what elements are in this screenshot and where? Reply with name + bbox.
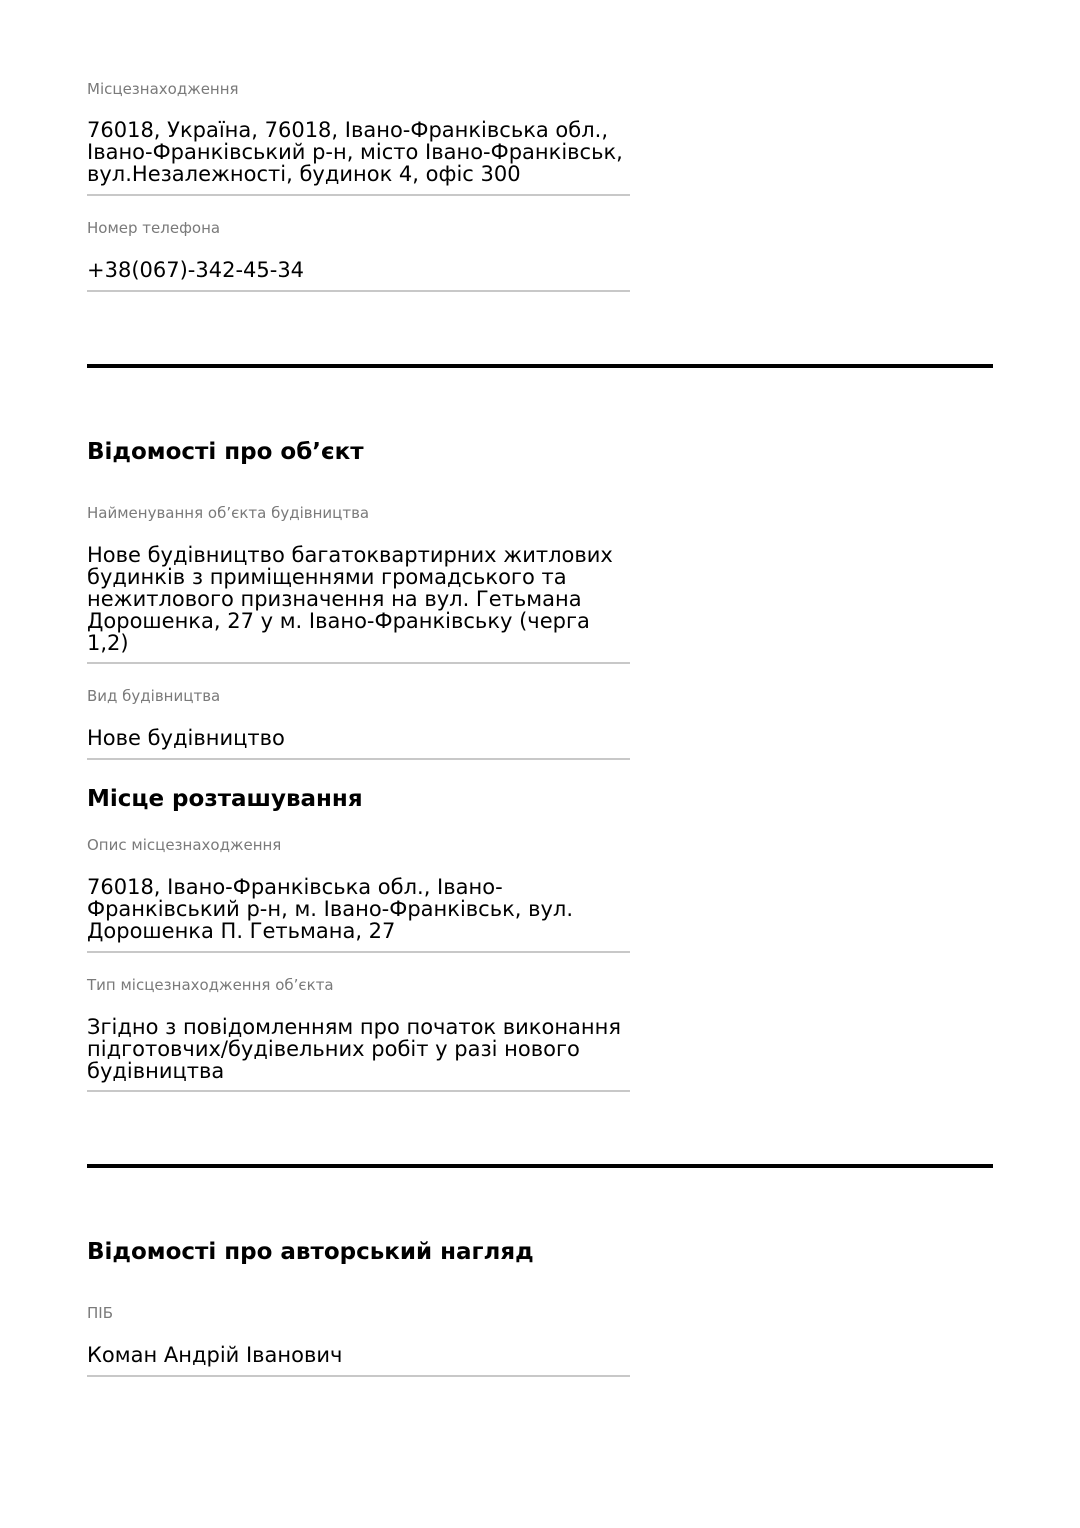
placement-heading: Місце розташування [87, 786, 363, 812]
location-divider [87, 194, 630, 196]
construction-type-value: Нове будівництво [87, 726, 285, 750]
supervisor-name-divider [87, 1375, 630, 1377]
placement-type-label: Тип місцезнаходження об’єкта [87, 976, 334, 994]
phone-divider [87, 290, 630, 292]
phone-label: Номер телефона [87, 219, 221, 237]
construction-type-label: Вид будівництва [87, 687, 221, 705]
placement-description-label: Опис місцезнаходження [87, 836, 282, 854]
construction-type-divider [87, 758, 630, 760]
location-value: 76018, Україна, 76018, Івано-Франківська обл., Івано-Франківський р-н, місто Івано-Франківськ, вул.Незалежності, будинок 4, офіс 300 [87, 118, 623, 186]
section-separator [87, 1164, 993, 1168]
location-label: Місцезнаходження [87, 80, 239, 98]
supervisor-name-value: Коман Андрій Іванович [87, 1343, 343, 1367]
placement-type-value: Згідно з повідомленням про початок виконання підготовчих/будівельних робіт у разі нового будівництва [87, 1015, 622, 1083]
object-name-label: Найменування об’єкта будівництва [87, 504, 370, 522]
phone-value: +38(067)-342-45-34 [87, 258, 305, 282]
placement-type-divider [87, 1090, 630, 1092]
section-separator [87, 364, 993, 368]
object-name-value: Нове будівництво багатоквартирних житлових будинків з приміщеннями громадського та нежитлового призначення на вул. Гетьмана Дорошенка, 27 у м. Івано-Франківську (черга 1,2) [87, 543, 613, 655]
placement-description-value: 76018, Івано-Франківська обл., Івано-Франківський р-н, м. Івано-Франківськ, вул. Дорошенка П. Гетьмана, 27 [87, 875, 574, 943]
placement-description-divider [87, 951, 630, 953]
supervisor-name-label: ПІБ [87, 1304, 113, 1322]
supervision-heading: Відомості про авторський нагляд [87, 1239, 534, 1265]
object-name-divider [87, 662, 630, 664]
object-section-heading: Відомості про об’єкт [87, 439, 364, 465]
